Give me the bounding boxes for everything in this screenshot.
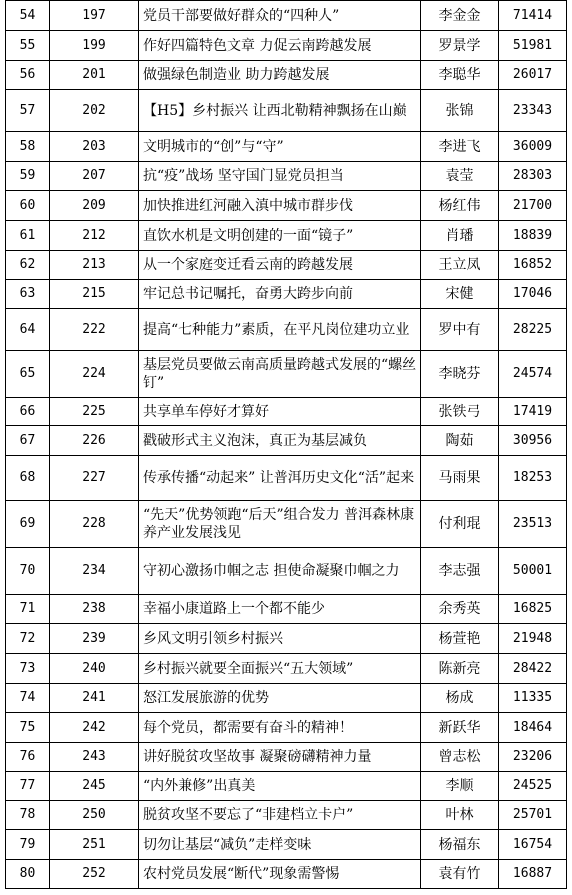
table-row — [6, 61, 567, 90]
table-row — [6, 251, 567, 280]
seq-cell: 66 — [6, 398, 50, 426]
seq-cell: 76 — [6, 743, 50, 772]
author-cell: 杨萱艳 — [421, 624, 499, 654]
author-cell: 李金金 — [421, 1, 499, 31]
table-row — [6, 351, 567, 398]
seq-cell: 62 — [6, 251, 50, 280]
count-cell: 28225 — [499, 309, 567, 351]
count-cell: 25701 — [499, 801, 567, 830]
id-cell: 227 — [50, 456, 139, 501]
count-cell: 16887 — [499, 860, 567, 889]
title-cell: 抗“疫”战场 坚守国门显党员担当 — [139, 162, 421, 191]
count-cell: 21948 — [499, 624, 567, 654]
table-row — [6, 426, 567, 456]
seq-cell: 71 — [6, 595, 50, 624]
seq-cell: 55 — [6, 31, 50, 61]
seq-cell: 54 — [6, 1, 50, 31]
count-cell: 30956 — [499, 426, 567, 456]
title-cell: 农村党员发展“断代”现象需警惕 — [139, 860, 421, 889]
id-cell: 209 — [50, 191, 139, 221]
count-cell: 36009 — [499, 132, 567, 162]
author-cell: 曾志松 — [421, 743, 499, 772]
title-cell: 脱贫攻坚不要忘了“非建档立卡户” — [139, 801, 421, 830]
table-row — [6, 830, 567, 860]
id-cell: 241 — [50, 684, 139, 713]
title-cell: 共享单车停好才算好 — [139, 398, 421, 426]
table-row — [6, 713, 567, 743]
title-cell: 牢记总书记嘱托，奋勇大跨步向前 — [139, 280, 421, 309]
table-row — [6, 90, 567, 132]
count-cell: 71414 — [499, 1, 567, 31]
table-row — [6, 595, 567, 624]
id-cell: 213 — [50, 251, 139, 280]
author-cell: 李顺 — [421, 772, 499, 801]
count-cell: 16825 — [499, 595, 567, 624]
seq-cell: 78 — [6, 801, 50, 830]
count-cell: 18839 — [499, 221, 567, 251]
title-cell: 加快推进红河融入滇中城市群步伐 — [139, 191, 421, 221]
table-row — [6, 280, 567, 309]
title-cell: “先天”优势领跑“后天”组合发力 普洱森林康养产业发展浅见 — [139, 501, 421, 548]
title-cell: 作好四篇特色文章 力促云南跨越发展 — [139, 31, 421, 61]
seq-cell: 70 — [6, 548, 50, 595]
count-cell: 18253 — [499, 456, 567, 501]
count-cell: 17419 — [499, 398, 567, 426]
title-cell: 做强绿色制造业 助力跨越发展 — [139, 61, 421, 90]
count-cell: 23206 — [499, 743, 567, 772]
title-cell: 戳破形式主义泡沫，真正为基层减负 — [139, 426, 421, 456]
count-cell: 28422 — [499, 654, 567, 684]
author-cell: 袁有竹 — [421, 860, 499, 889]
table-row — [6, 221, 567, 251]
title-cell: 基层党员要做云南高质量跨越式发展的“螺丝钉” — [139, 351, 421, 398]
title-cell: 传承传播“动起来” 让普洱历史文化“活”起来 — [139, 456, 421, 501]
table-row — [6, 191, 567, 221]
title-cell: 幸福小康道路上一个都不能少 — [139, 595, 421, 624]
author-cell: 肖璠 — [421, 221, 499, 251]
count-cell: 28303 — [499, 162, 567, 191]
id-cell: 201 — [50, 61, 139, 90]
author-cell: 陈新亮 — [421, 654, 499, 684]
table-row — [6, 31, 567, 61]
table-row — [6, 309, 567, 351]
seq-cell: 59 — [6, 162, 50, 191]
seq-cell: 72 — [6, 624, 50, 654]
title-cell: 文明城市的“创”与“守” — [139, 132, 421, 162]
id-cell: 222 — [50, 309, 139, 351]
author-cell: 袁莹 — [421, 162, 499, 191]
count-cell: 16754 — [499, 830, 567, 860]
author-cell: 宋健 — [421, 280, 499, 309]
id-cell: 197 — [50, 1, 139, 31]
author-cell: 王立凤 — [421, 251, 499, 280]
author-cell: 李志强 — [421, 548, 499, 595]
count-cell: 50001 — [499, 548, 567, 595]
author-cell: 余秀英 — [421, 595, 499, 624]
id-cell: 240 — [50, 654, 139, 684]
table-row — [6, 743, 567, 772]
author-cell: 李聪华 — [421, 61, 499, 90]
title-cell: 守初心激扬巾帼之志 担使命凝聚巾帼之力 — [139, 548, 421, 595]
title-cell: 从一个家庭变迁看云南的跨越发展 — [139, 251, 421, 280]
author-cell: 杨福东 — [421, 830, 499, 860]
count-cell: 26017 — [499, 61, 567, 90]
count-cell: 21700 — [499, 191, 567, 221]
id-cell: 251 — [50, 830, 139, 860]
author-cell: 杨红伟 — [421, 191, 499, 221]
table-row — [6, 132, 567, 162]
author-cell: 陶茹 — [421, 426, 499, 456]
count-cell: 23343 — [499, 90, 567, 132]
seq-cell: 73 — [6, 654, 50, 684]
table-row — [6, 772, 567, 801]
title-cell: 乡风文明引领乡村振兴 — [139, 624, 421, 654]
id-cell: 252 — [50, 860, 139, 889]
author-cell: 马雨果 — [421, 456, 499, 501]
id-cell: 226 — [50, 426, 139, 456]
id-cell: 202 — [50, 90, 139, 132]
count-cell: 11335 — [499, 684, 567, 713]
count-cell: 24574 — [499, 351, 567, 398]
seq-cell: 75 — [6, 713, 50, 743]
author-cell: 张铁弓 — [421, 398, 499, 426]
seq-cell: 61 — [6, 221, 50, 251]
author-cell: 付利琨 — [421, 501, 499, 548]
author-cell: 罗景学 — [421, 31, 499, 61]
seq-cell: 69 — [6, 501, 50, 548]
table-row — [6, 162, 567, 191]
author-cell: 叶林 — [421, 801, 499, 830]
seq-cell: 68 — [6, 456, 50, 501]
count-cell: 17046 — [499, 280, 567, 309]
table-row — [6, 398, 567, 426]
id-cell: 238 — [50, 595, 139, 624]
author-cell: 张锦 — [421, 90, 499, 132]
id-cell: 245 — [50, 772, 139, 801]
id-cell: 207 — [50, 162, 139, 191]
count-cell: 23513 — [499, 501, 567, 548]
article-table — [5, 0, 567, 889]
seq-cell: 63 — [6, 280, 50, 309]
seq-cell: 56 — [6, 61, 50, 90]
title-cell: 讲好脱贫攻坚故事 凝聚磅礴精神力量 — [139, 743, 421, 772]
id-cell: 228 — [50, 501, 139, 548]
author-cell: 罗中有 — [421, 309, 499, 351]
count-cell: 16852 — [499, 251, 567, 280]
id-cell: 239 — [50, 624, 139, 654]
id-cell: 224 — [50, 351, 139, 398]
table-row — [6, 501, 567, 548]
seq-cell: 74 — [6, 684, 50, 713]
title-cell: 乡村振兴就要全面振兴“五大领域” — [139, 654, 421, 684]
table-row — [6, 624, 567, 654]
title-cell: 直饮水机是文明创建的一面“镜子” — [139, 221, 421, 251]
id-cell: 225 — [50, 398, 139, 426]
count-cell: 24525 — [499, 772, 567, 801]
title-cell: “内外兼修”出真美 — [139, 772, 421, 801]
author-cell: 新跃华 — [421, 713, 499, 743]
table-row — [6, 1, 567, 31]
id-cell: 234 — [50, 548, 139, 595]
author-cell: 杨成 — [421, 684, 499, 713]
seq-cell: 77 — [6, 772, 50, 801]
title-cell: 提高“七种能力”素质，在平凡岗位建功立业 — [139, 309, 421, 351]
seq-cell: 79 — [6, 830, 50, 860]
seq-cell: 58 — [6, 132, 50, 162]
author-cell: 李晓芬 — [421, 351, 499, 398]
id-cell: 212 — [50, 221, 139, 251]
seq-cell: 57 — [6, 90, 50, 132]
table-row — [6, 654, 567, 684]
table-row — [6, 456, 567, 501]
id-cell: 242 — [50, 713, 139, 743]
count-cell: 51981 — [499, 31, 567, 61]
title-cell: 切勿让基层“减负”走样变味 — [139, 830, 421, 860]
id-cell: 243 — [50, 743, 139, 772]
table-row — [6, 684, 567, 713]
seq-cell: 80 — [6, 860, 50, 889]
table-body — [6, 1, 567, 889]
id-cell: 199 — [50, 31, 139, 61]
title-cell: 怒江发展旅游的优势 — [139, 684, 421, 713]
table-row — [6, 860, 567, 889]
title-cell: 党员干部要做好群众的“四种人” — [139, 1, 421, 31]
table-row — [6, 801, 567, 830]
table-row — [6, 548, 567, 595]
count-cell: 18464 — [499, 713, 567, 743]
seq-cell: 65 — [6, 351, 50, 398]
id-cell: 250 — [50, 801, 139, 830]
seq-cell: 60 — [6, 191, 50, 221]
title-cell: 每个党员，都需要有奋斗的精神！ — [139, 713, 421, 743]
id-cell: 203 — [50, 132, 139, 162]
title-cell: 【H5】乡村振兴 让西北勒精神飘扬在山巅 — [139, 90, 421, 132]
id-cell: 215 — [50, 280, 139, 309]
author-cell: 李进飞 — [421, 132, 499, 162]
seq-cell: 67 — [6, 426, 50, 456]
seq-cell: 64 — [6, 309, 50, 351]
